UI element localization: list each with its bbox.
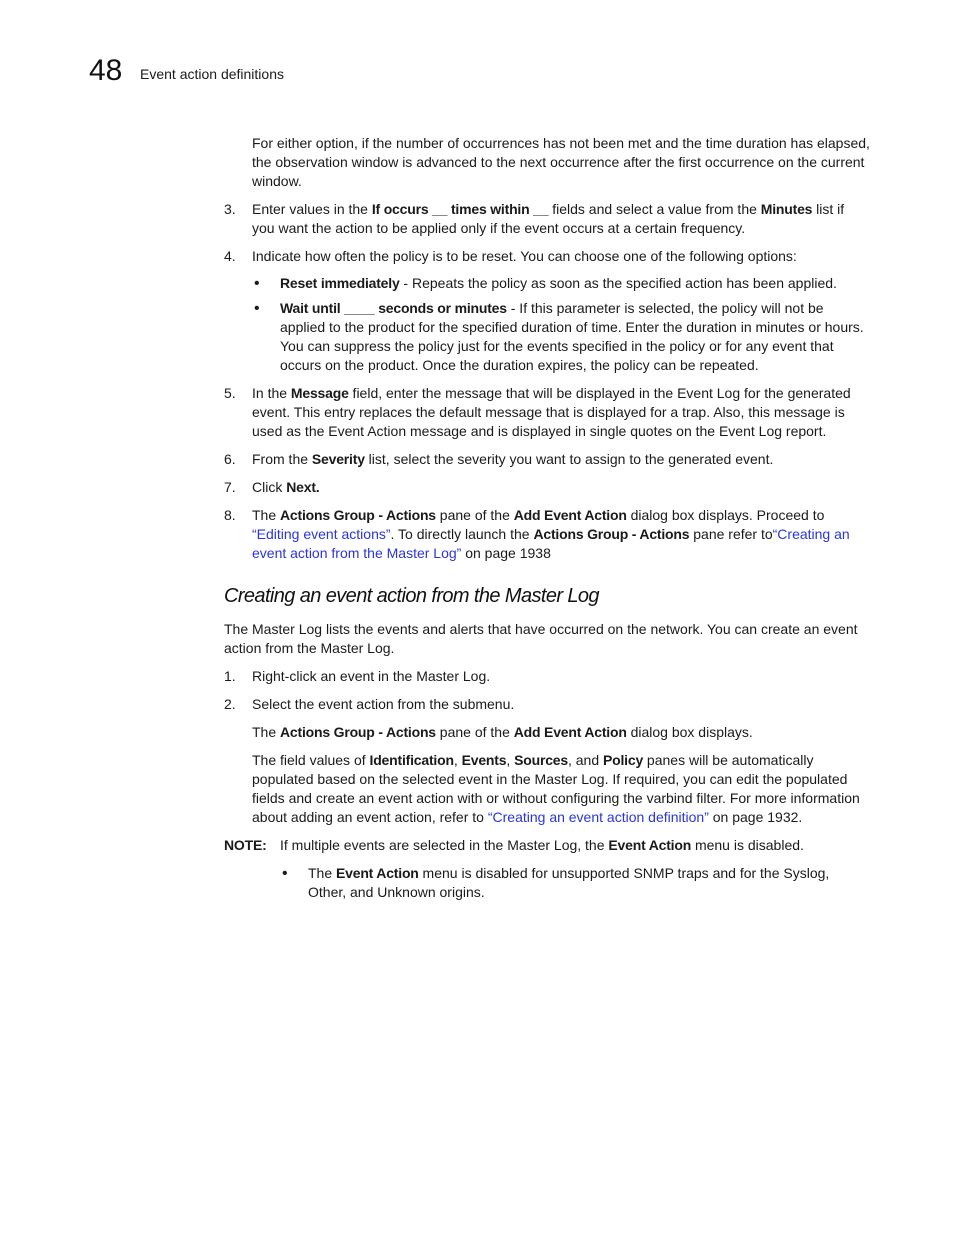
step-number: 2.: [224, 696, 236, 712]
step-text: list if you want the action to be applied only if the event occurs at a certain frequency.: [252, 201, 845, 236]
list-item: [252, 299, 870, 375]
reset-options-list: [252, 274, 870, 375]
menu-name: Event Action: [608, 837, 692, 853]
step-text: Click: [252, 479, 287, 495]
step-number: 6.: [224, 451, 236, 467]
step-4: [224, 247, 870, 266]
step-text: Select the event action from the submenu.: [252, 696, 515, 712]
step-7: [224, 478, 870, 497]
note-text: The: [308, 865, 337, 881]
para-text: ,: [506, 752, 515, 768]
note-list: [280, 864, 870, 902]
pane-name: Sources: [514, 752, 568, 768]
intro-paragraph: For either option, if the number of occurrences has not been met and the time duration has elapsed, the observation window is advanced to the next occurrence after the first occurrence on the current window.: [252, 135, 870, 189]
para-text: , and: [567, 752, 603, 768]
step-text: fields and select a value from the: [548, 201, 761, 217]
field-values-paragraph: [252, 751, 870, 827]
option-text: - If this parameter is selected, the policy will not be applied to the product for the specified duration of time. Enter the duration in minutes or hours. You can suppress the policy just for the events specified in the policy or for any event that occurs on the product. Once the duration expires, the policy can be repeated.: [280, 300, 864, 373]
step-text: pane of the: [435, 507, 514, 523]
field-name: Severity: [311, 451, 365, 467]
step-text: From the: [252, 451, 312, 467]
pane-name: Actions Group - Actions: [533, 526, 690, 542]
section-step-1: [224, 667, 870, 686]
editing-event-actions-link[interactable]: “Editing event actions”: [252, 526, 391, 542]
list-item: [280, 864, 870, 902]
step-text: field, enter the message that will be displayed in the Event Log for the generated event. This entry replaces the default message that is displayed for a trap. Also, this message is used as the Event Action message and is displayed in single quotes on the Event Log report.: [252, 385, 851, 439]
page-body: [224, 134, 870, 908]
pane-name: Events: [461, 752, 507, 768]
step-number: 5.: [224, 385, 236, 401]
field-name: Minutes: [760, 201, 813, 217]
pane-name: Policy: [603, 752, 644, 768]
para-text: on page 1932.: [708, 809, 803, 825]
step-text: dialog box displays. Proceed to: [626, 507, 825, 523]
dialog-result-paragraph: [252, 723, 870, 742]
step-number: 4.: [224, 248, 236, 264]
step-text: on page 1938: [461, 545, 551, 561]
note-label: NOTE:: [224, 837, 267, 853]
field-name: Message: [290, 385, 349, 401]
step-text: list, select the severity you want to assign to the generated event.: [364, 451, 774, 467]
step-8: [224, 506, 870, 563]
pane-name: Actions Group - Actions: [280, 507, 436, 523]
bullet-icon: •: [254, 275, 260, 292]
list-item: [252, 274, 870, 293]
para-text: ,: [453, 752, 462, 768]
step-text: The: [252, 507, 281, 523]
pane-name: Identification: [369, 752, 454, 768]
step-text: Enter values in the: [252, 201, 372, 217]
option-text: - Repeats the policy as soon as the specified action has been applied.: [399, 275, 837, 291]
event-action-definition-link[interactable]: “Creating an event action definition”: [487, 809, 709, 825]
step-6: [224, 450, 870, 469]
step-number: 3.: [224, 201, 236, 217]
section-step-2: [224, 695, 870, 714]
note-text: menu is disabled for unsupported SNMP traps and for the Syslog, Other, and Unknown origins.: [308, 865, 830, 900]
button-name: Next.: [286, 479, 320, 495]
chapter-title: Event action definitions: [140, 66, 284, 82]
step-text: In the: [252, 385, 291, 401]
bullet-icon: •: [254, 300, 260, 317]
step-number: 8.: [224, 507, 236, 523]
pane-name: Actions Group - Actions: [280, 724, 436, 740]
para-text: pane of the: [435, 724, 514, 740]
para-text: panes will be automatically populated based on the selected event in the Master Log. If required, you can edit the populated fields and create an event action with or without configuring the varbind filter. For more information about adding an event action, refer to: [252, 752, 860, 825]
note-text: If multiple events are selected in the Master Log, the: [280, 837, 609, 853]
master-log-section-link[interactable]: “Creating an event action from the Master Log”: [252, 526, 850, 561]
section-heading: Creating an event action from the Master Log: [224, 585, 599, 607]
option-name: Wait until ____ seconds or minutes: [280, 300, 507, 316]
note-text: menu is disabled.: [691, 837, 804, 853]
dialog-name: Add Event Action: [513, 724, 627, 740]
dialog-name: Add Event Action: [513, 507, 627, 523]
option-name: Reset immediately: [280, 275, 400, 291]
chapter-number: 48: [89, 54, 123, 87]
para-text: The: [252, 724, 281, 740]
para-text: dialog box displays.: [626, 724, 753, 740]
para-text: The field values of: [252, 752, 370, 768]
section-intro: The Master Log lists the events and alerts that have occurred on the network. You can create an event action from the Master Log.: [224, 621, 858, 656]
step-3: [224, 200, 870, 238]
step-number: 1.: [224, 668, 236, 684]
step-5: [224, 384, 870, 441]
step-text: Indicate how often the policy is to be reset. You can choose one of the following options:: [252, 248, 797, 264]
step-text: . To directly launch the: [390, 526, 534, 542]
note-block: [224, 836, 870, 855]
step-text: pane refer to: [689, 526, 773, 542]
step-number: 7.: [224, 479, 236, 495]
bullet-icon: •: [282, 865, 288, 882]
menu-name: Event Action: [336, 865, 419, 881]
field-name: If occurs __ times within __: [371, 201, 549, 217]
step-text: Right-click an event in the Master Log.: [252, 668, 491, 684]
